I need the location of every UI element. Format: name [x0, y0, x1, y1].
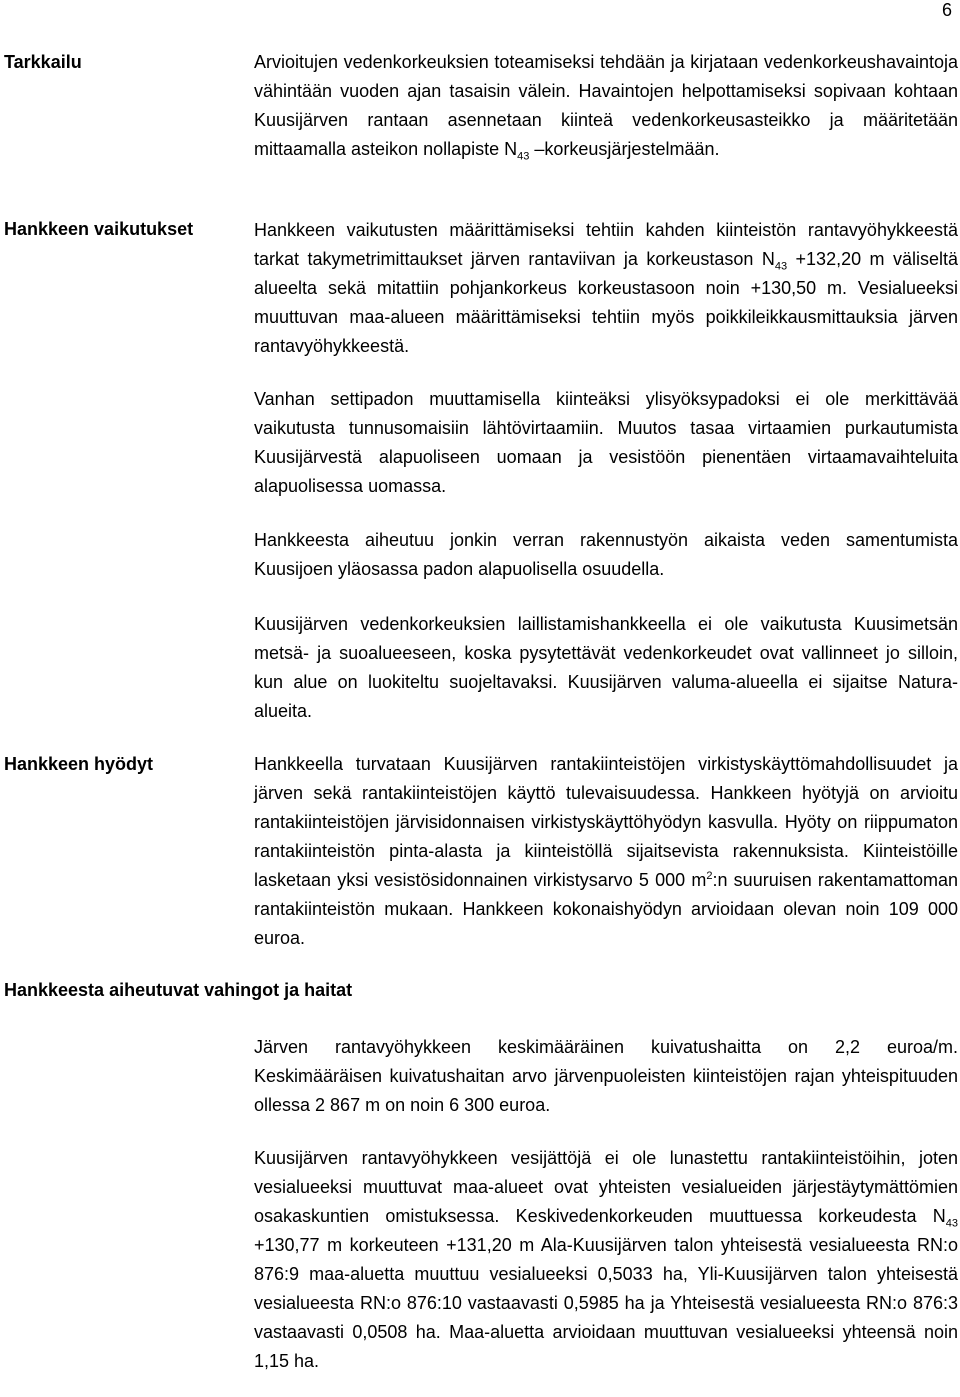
page-number: 6	[941, 0, 952, 20]
section-heading-vaikutukset: Hankkeen vaikutukset	[4, 219, 194, 239]
section-heading-hyodyt: Hankkeen hyödyt	[4, 754, 154, 774]
paragraph: Järven rantavyöhykkeen keskimääräinen kuivatushaitta on 2,2 euroa/m. Keskimääräisen kuivatushaitan arvo järvenpuoleisten kiinteistöjen rajan yhteispituuden ollessa 2 867 m on noin 6 300 euroa.	[254, 1037, 958, 1115]
paragraph: Hankkeella turvataan Kuusijärven rantakiinteistöjen virkistyskäyttömahdollisuudet ja järven sekä rantakiinteistöjen käyttö tulevaisuudessa. Hankkeen hyötyjä on arvioitu rantakiinteistöjen järvisidonnaisen virkistyskäyttöhyödyn kasvulla. Hyöty on riippumaton rantakiinteistön pinta-alasta ja kiinteistöllä sijaitsevista rakennuksista. Kiinteistöille lasketaan yksi vesistösidonnainen virkistysarvo 5 000 $m^2:n$ suuruisen rakentamattoman rantakiinteistön mukaan. Hankkeen kokonaishyödyn arvioidaan olevan noin 109 000 euroa.	[254, 754, 958, 948]
paragraph: Hankkeen vaikutusten määrittämiseksi tehtiin kahden kiinteistön rantavyöhykkeestä tarkat takymetrimittaukset järven rantaviivan ja korkeustason $N_{43} +132,20$ m väliseltä alueelta sekä mitattiin pohjankorkeus korkeustasoon noin +130,50 m. Vesialueeksi muuttuvan maa-alueen määrittämiseksi tehtiin myös poikkileikkausmittauksia järven rantavyöhykkeestä.	[254, 220, 959, 356]
paragraph: Hankkeesta aiheutuu jonkin verran rakennustyön aikaista veden samentumista Kuusijoen yläosassa padon alapuolisella osuudella.	[254, 530, 958, 579]
paragraph: Kuusijärven rantavyöhykkeen vesijättöjä ei ole lunastettu rantakiinteistöihin, joten vesialueeksi muuttuvat maa-alueet ovat yhteisten vesialueiden järjestäytymättömien osakaskuntien omistuksessa. Keskivedenkorkeuden muuttuessa korkeudesta $N_{43} +130,77$ m korkeuteen +131,20 m Ala-Kuusijärven talon yhteisestä vesialueesta RN:o 876:9 maa-aluetta muuttuu vesialueeksi 0,5033 ha, Yli-Kuusijärven talon yhteisestä vesialueesta RN:o 876:10 vastaavasti 0,5985 ha ja Yhteisestä vesialueesta RN:o 876:3 vastaavasti 0,0508 ha. Maa-aluetta arvioidaan muuttuvan vesialueeksi yhteensä noin 1,15 ha.	[254, 1148, 958, 1371]
paragraph: Arvioitujen vedenkorkeuksien toteamiseksi tehdään ja kirjataan vedenkorkeushavaintoja vähintään vuoden ajan tasaisin välein. Havaintojen helpottamiseksi sopivaan kohtaan Kuusijärven rantaan asennetaan kiinteä vedenkorkeusasteikko ja määritetään mittaamalla asteikon nollapiste $N_{43}$ –korkeusjärjestelmään.	[254, 52, 958, 163]
paragraph: Vanhan settipadon muuttamisella kiinteäksi ylisyöksypadoksi ei ole merkittävää vaikutusta tunnusomaisiin lähtövirtaamiin. Muutos tasaa virtaamien purkautumista Kuusijärvestä alapuoliseen uomaan ja vesistöön pienentäen virtaamavaihteluita alapuolisessa uomassa.	[254, 389, 958, 496]
paragraph: Kuusijärven vedenkorkeuksien laillistamishankkeella ei ole vaikutusta Kuusimetsän metsä- ja suoalueeseen, koska pysytettävät vedenkorkeudet ovat vallinneet jo silloin, kun alue on luokiteltu suojeltavaksi. Kuusijärven valuma-alueella ei sijaitse Natura-alueita.	[254, 614, 958, 721]
section-heading-tarkkailu: Tarkkailu	[4, 52, 82, 72]
section-heading-vahingot: Hankkeesta aiheutuvat vahingot ja haitat	[4, 980, 353, 1000]
